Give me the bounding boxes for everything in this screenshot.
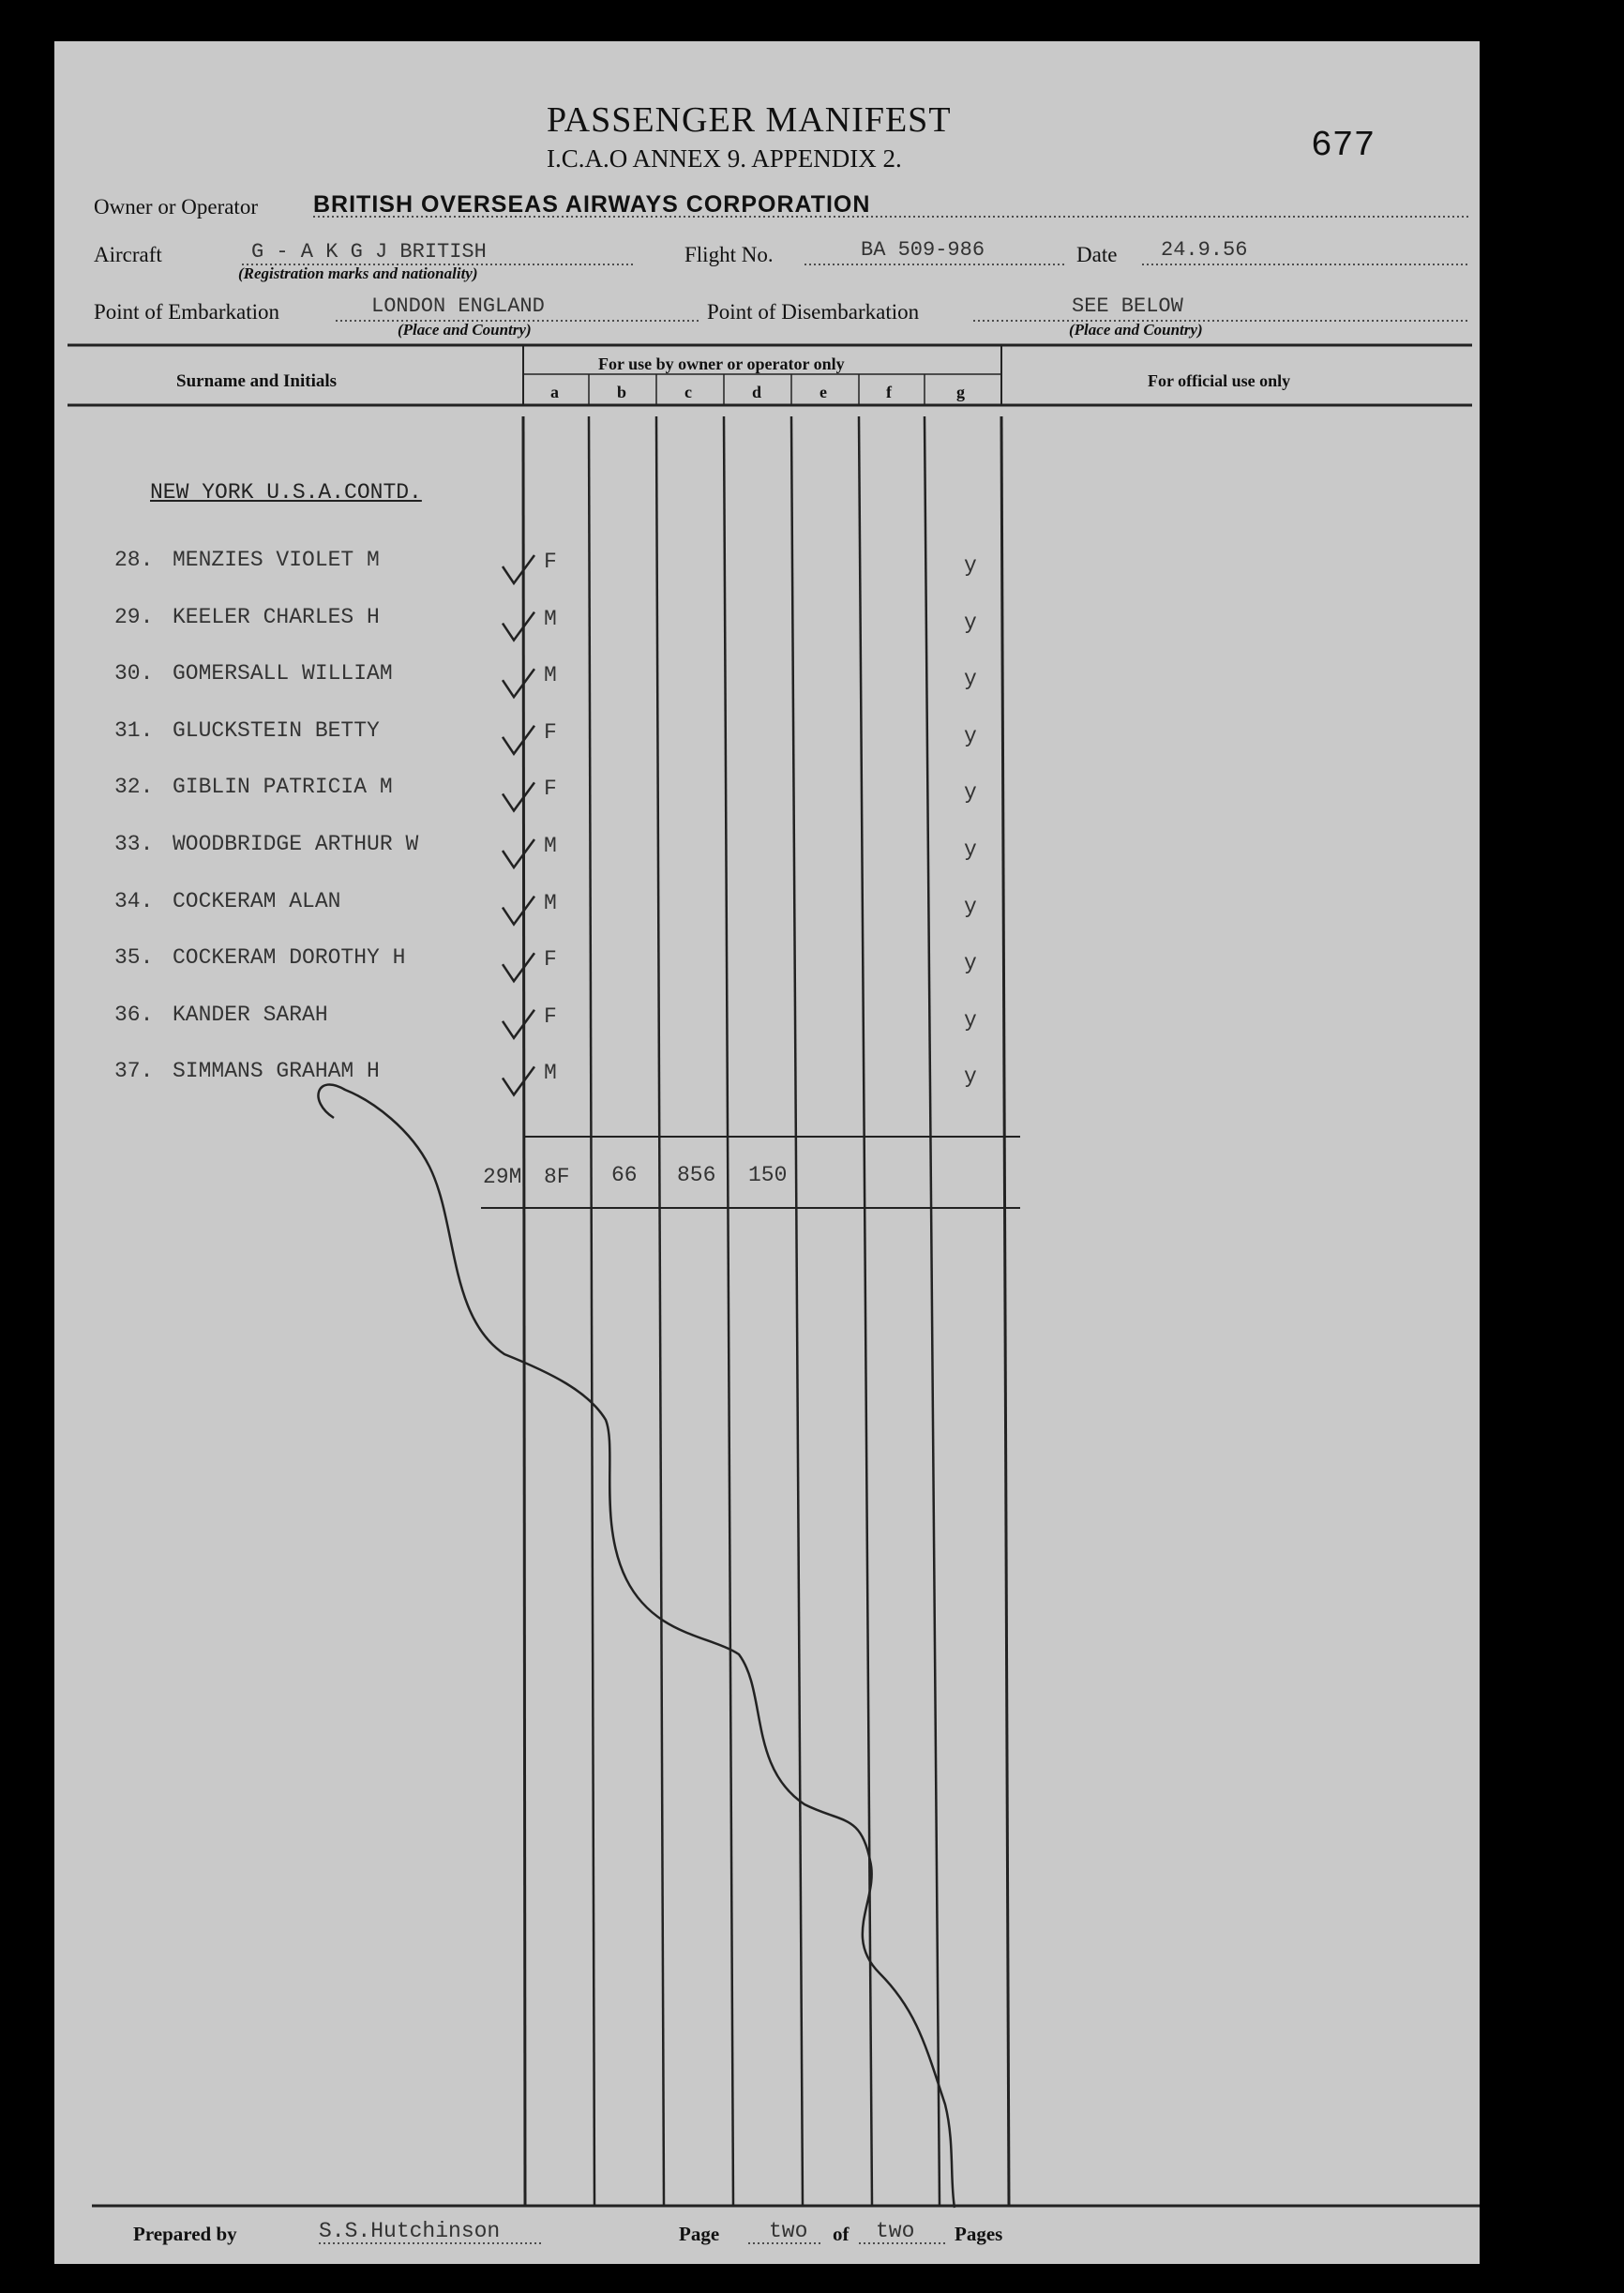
passenger-flag-g: y: [964, 667, 977, 692]
passenger-sex: M: [544, 834, 557, 858]
passenger-flag-g: y: [964, 553, 977, 578]
aircraft-value: G - A K G J BRITISH: [251, 240, 487, 264]
passenger-name: GLUCKSTEIN BETTY: [173, 717, 380, 743]
section-heading: NEW YORK U.S.A.CONTD.: [150, 480, 422, 505]
total-m: 29M: [483, 1165, 522, 1189]
owner-label: Owner or Operator: [94, 195, 258, 219]
aircraft-label: Aircraft: [94, 243, 162, 266]
passenger-name: MENZIES VIOLET M: [173, 548, 380, 572]
date-value: 24.9.56: [1161, 238, 1248, 262]
passenger-sex: F: [544, 777, 557, 802]
row-number: 37.: [114, 1059, 154, 1084]
passenger-flag-g: y: [964, 894, 977, 919]
form-title: PASSENGER MANIFEST: [547, 100, 952, 140]
prepared-label: Prepared by: [133, 2223, 237, 2245]
passenger-flag-g: y: [964, 951, 977, 976]
flight-label: Flight No.: [684, 243, 774, 266]
passenger-flag-g: y: [964, 837, 977, 862]
column-letter-a: a: [550, 383, 559, 401]
row-number: 32.: [114, 775, 154, 800]
of-label: of: [833, 2223, 850, 2245]
passenger-name: COCKERAM ALAN: [173, 888, 341, 913]
official-col-rule: [1001, 416, 1009, 2206]
passenger-sex: M: [544, 663, 557, 688]
owner-value: BRITISH OVERSEAS AIRWAYS CORPORATION: [313, 191, 871, 218]
column-letter-g: g: [956, 383, 965, 401]
row-number: 28.: [114, 548, 154, 572]
check-mark: [503, 1066, 534, 1094]
flight-value: BA 509-986: [861, 238, 985, 262]
check-mark: [503, 612, 534, 641]
passenger-sex: M: [544, 606, 557, 631]
check-mark: [503, 1010, 534, 1038]
passenger-sex: F: [544, 719, 557, 745]
passenger-name: KEELER CHARLES H: [173, 604, 380, 629]
check-mark: [503, 897, 534, 925]
passenger-flag-g: y: [964, 780, 977, 806]
total-c: 856: [677, 1163, 716, 1187]
passenger-sex: F: [544, 550, 557, 574]
check-mark: [503, 555, 534, 583]
page-number: 677: [1311, 126, 1376, 166]
disembarkation-note: (Place and Country): [1069, 321, 1203, 339]
form-rules-and-marks: [54, 41, 1480, 2264]
passenger-name: KANDER SARAH: [173, 1002, 328, 1027]
column-letter-e: e: [820, 383, 827, 401]
closing-wave-line: [318, 1084, 955, 2208]
passenger-name: WOODBRIDGE ARTHUR W: [173, 832, 419, 856]
passenger-flag-g: y: [964, 610, 977, 635]
prepared-value: S.S.Hutchinson: [319, 2219, 501, 2243]
check-mark: [503, 726, 534, 754]
passenger-sex: F: [544, 1003, 557, 1029]
column-letter-d: d: [752, 383, 762, 401]
row-number: 33.: [114, 832, 154, 856]
check-mark: [503, 669, 534, 697]
passenger-sex: M: [544, 1061, 557, 1086]
disembarkation-value: SEE BELOW: [1072, 294, 1183, 318]
disembarkation-label: Point of Disembarkation: [707, 300, 920, 324]
column-letter-f: f: [886, 383, 892, 401]
page-label: Page: [679, 2223, 720, 2245]
row-number: 35.: [114, 945, 154, 971]
passenger-flag-g: y: [964, 723, 977, 748]
aircraft-note: (Registration marks and nationality): [238, 264, 478, 282]
total-b: 66: [611, 1163, 638, 1187]
passenger-sex: F: [544, 947, 557, 973]
date-label: Date: [1076, 243, 1118, 266]
passenger-name: GIBLIN PATRICIA M: [173, 775, 393, 800]
total-d: 150: [748, 1163, 788, 1187]
check-mark: [503, 782, 534, 810]
row-number: 29.: [114, 604, 154, 629]
passenger-name: SIMMANS GRAHAM H: [173, 1059, 380, 1084]
column-letter-b: b: [617, 383, 627, 401]
embarkation-value: LONDON ENGLAND: [371, 294, 545, 318]
check-mark: [503, 839, 534, 867]
passenger-flag-g: y: [964, 1007, 977, 1033]
form-subtitle: I.C.A.O ANNEX 9. APPENDIX 2.: [547, 144, 902, 173]
manifest-sheet: [54, 41, 1480, 2264]
col-surname-header: Surname and Initials: [176, 371, 338, 391]
row-number: 30.: [114, 661, 154, 686]
col-official-header: For official use only: [1148, 371, 1291, 390]
row-number: 34.: [114, 888, 154, 913]
pages-label: Pages: [955, 2223, 1003, 2245]
total-a: 8F: [544, 1165, 570, 1189]
embarkation-note: (Place and Country): [398, 321, 532, 339]
passenger-name: COCKERAM DOROTHY H: [173, 945, 406, 971]
passenger-sex: M: [544, 890, 557, 915]
check-mark: [503, 953, 534, 981]
column-letter-c: c: [684, 383, 692, 401]
passenger-flag-g: y: [964, 1064, 977, 1090]
passenger-name: GOMERSALL WILLIAM: [173, 661, 393, 686]
row-number: 36.: [114, 1002, 154, 1027]
owner-use-header: For use by owner or operator only: [598, 355, 845, 373]
of-value: two: [876, 2219, 915, 2243]
row-number: 31.: [114, 717, 154, 743]
page-value: two: [769, 2219, 808, 2243]
embarkation-label: Point of Embarkation: [94, 300, 280, 324]
